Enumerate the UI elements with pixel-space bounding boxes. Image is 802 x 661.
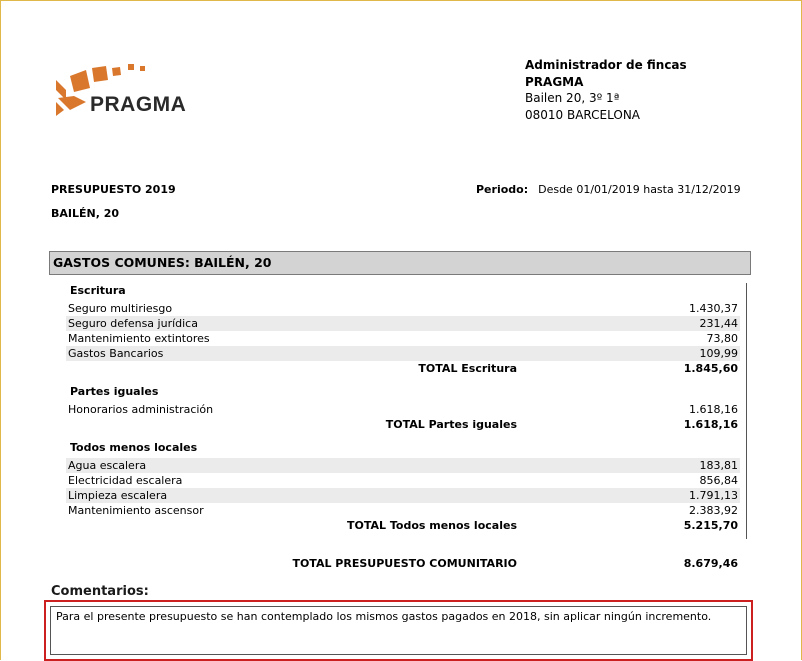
- table-row: [66, 488, 740, 503]
- table-row: [66, 473, 740, 488]
- administrator-block: [525, 57, 687, 123]
- budget-address: BAILÉN, 20: [51, 207, 120, 220]
- row-value: 109,99: [699, 347, 738, 360]
- row-value: 856,84: [699, 474, 738, 487]
- comments-title: Comentarios:: [51, 584, 149, 599]
- admin-company: PRAGMA: [525, 74, 584, 89]
- row-value: 1.618,16: [689, 403, 738, 416]
- table-row: [66, 301, 740, 316]
- table-row: [66, 458, 740, 473]
- total-value: 5.215,70: [683, 519, 738, 532]
- row-label: Seguro defensa jurídica: [68, 317, 198, 330]
- table-row: [66, 316, 740, 331]
- grand-total-value: 8.679,46: [683, 557, 738, 570]
- row-label: Gastos Bancarios: [68, 347, 164, 360]
- group-title: Partes iguales: [70, 385, 159, 398]
- table-right-border: [746, 283, 747, 539]
- total-label: TOTAL Partes iguales: [385, 418, 517, 431]
- group-total: [66, 417, 740, 432]
- table-row: [66, 331, 740, 346]
- row-value: 1.791,13: [689, 489, 738, 502]
- group-total: [66, 361, 740, 376]
- row-label: Mantenimiento ascensor: [68, 504, 204, 517]
- budget-title: PRESUPUESTO 2019: [51, 183, 176, 196]
- total-value: 1.845,60: [683, 362, 738, 375]
- row-value: 73,80: [706, 332, 738, 345]
- group-title: Escritura: [70, 284, 126, 297]
- comments-text: Para el presente presupuesto se han contemplado los mismos gastos pagados en 2018, sin aplicar ningún incremento.: [56, 610, 712, 623]
- section-header: GASTOS COMUNES: BAILÉN, 20: [49, 251, 751, 275]
- period-label: Periodo:: [476, 183, 529, 196]
- table-row: [66, 402, 740, 417]
- period-value: Desde 01/01/2019 hasta 31/12/2019: [538, 183, 741, 196]
- row-value: 1.430,37: [689, 302, 738, 315]
- grand-total: [66, 556, 740, 571]
- row-value: 183,81: [699, 459, 738, 472]
- row-label: Electricidad escalera: [68, 474, 183, 487]
- total-value: 1.618,16: [683, 418, 738, 431]
- table-row: [66, 346, 740, 361]
- row-label: Mantenimiento extintores: [68, 332, 210, 345]
- group-total: [66, 518, 740, 533]
- grand-total-label: TOTAL PRESUPUESTO COMUNITARIO: [292, 557, 517, 570]
- row-value: 2.383,92: [689, 504, 738, 517]
- comments-box[interactable]: [44, 600, 753, 661]
- period: [476, 183, 741, 196]
- row-label: Limpieza escalera: [68, 489, 168, 502]
- row-label: Honorarios administración: [68, 403, 214, 416]
- admin-address: Bailen 20, 3º 1ª: [525, 91, 620, 105]
- admin-city: 08010 BARCELONA: [525, 107, 641, 122]
- comments-inner-border: [50, 606, 747, 655]
- logo-text: PRAGMA: [90, 93, 187, 116]
- row-value: 231,44: [699, 317, 738, 330]
- row-label: Seguro multiriesgo: [68, 302, 173, 315]
- group-title: Todos menos locales: [70, 441, 198, 454]
- total-label: TOTAL Todos menos locales: [346, 519, 517, 532]
- admin-title: Administrador de fincas: [525, 58, 687, 72]
- total-label: TOTAL Escritura: [418, 362, 517, 375]
- table-row: [66, 503, 740, 518]
- row-label: Agua escalera: [68, 459, 147, 472]
